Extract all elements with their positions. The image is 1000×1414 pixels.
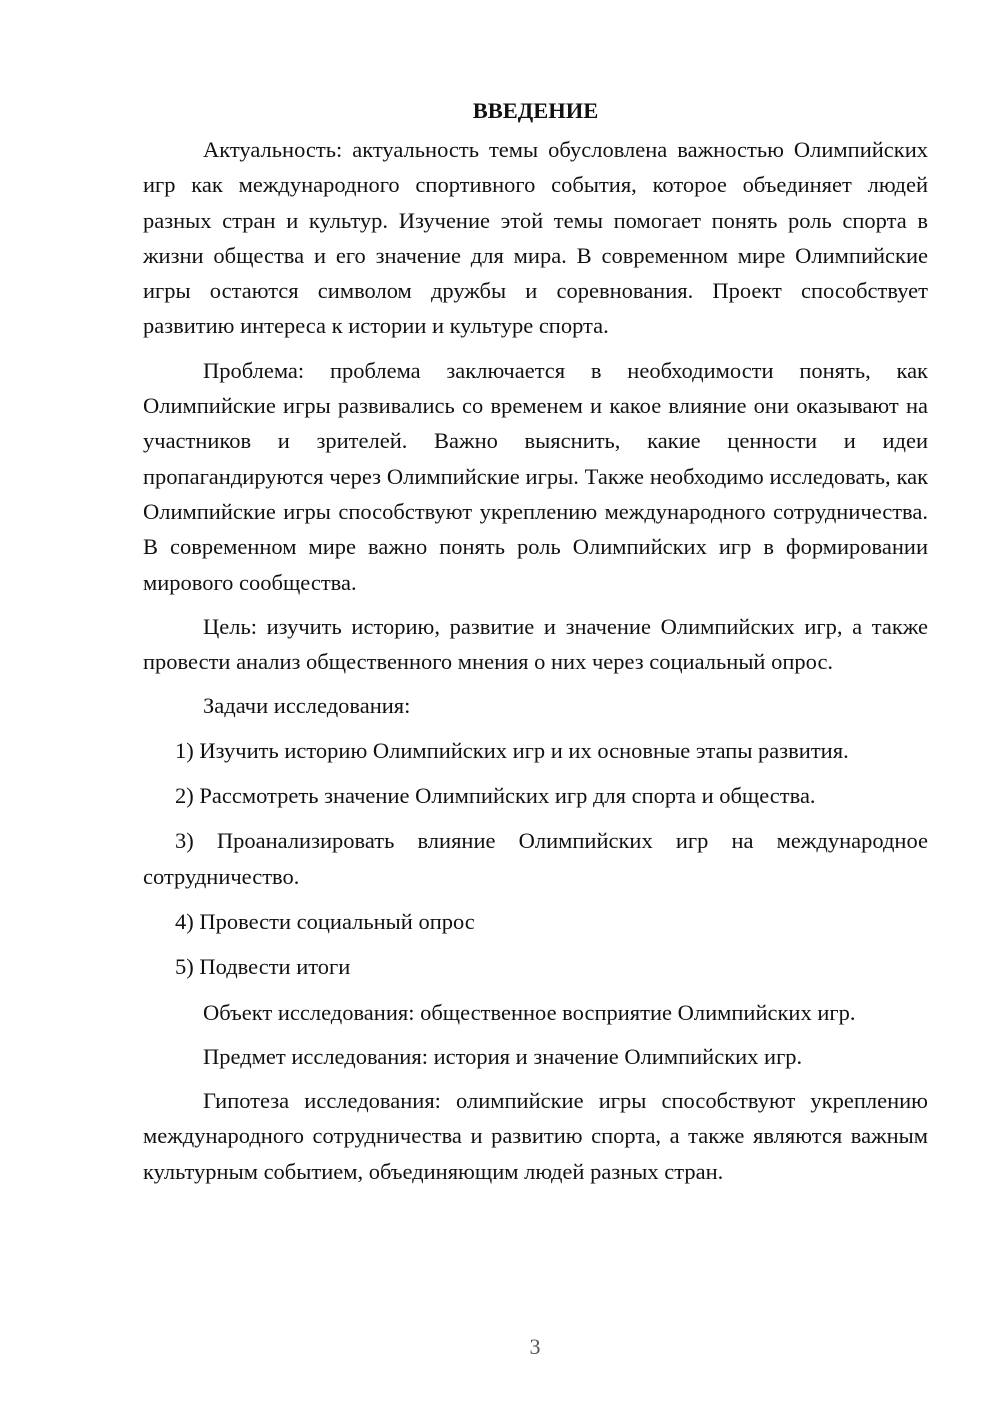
page-title: ВВЕДЕНИЕ — [472, 98, 599, 123]
task-item-5: 5) Подвести итоги — [175, 954, 351, 980]
task-item-2: 2) Рассмотреть значение Олимпийских игр для спорта и общества. — [175, 783, 816, 809]
relevance-paragraph: Актуальность: актуальность темы обусловлена важностью Олимпийских игр как международного спортивного события, которое объединяет людей разных стран и культур. Изучение этой темы помогает понять роль спорта в жизни общества и его значение для мира. В современном мире Олимпийские игры остаются символом дружбы и соревнования. Проект способствует развитию интереса к истории и культуре спорта. — [143, 137, 928, 339]
hypothesis-paragraph: Гипотеза исследования: олимпийские игры способствуют укреплению международного сотрудничества и развитию спорта, а также являются важным культурным событием, объединяющим людей разных стран. — [143, 1088, 928, 1184]
tasks-heading: Задачи исследования: — [203, 693, 411, 719]
task-item-3: 3) Проанализировать влияние Олимпийских игр на международное сотрудничество. — [143, 828, 928, 889]
page-number: 3 — [529, 1334, 541, 1359]
task-item-1: 1) Изучить историю Олимпийских игр и их основные этапы развития. — [175, 737, 849, 763]
research-subject-paragraph: Предмет исследования: история и значение Олимпийских игр. — [203, 1043, 803, 1069]
problem-paragraph: Проблема: проблема заключается в необходимости понять, как Олимпийские игры развивались со временем и какое влияние они оказывают на участников и зрителей. Важно выяснить, какие ценности и идеи пропагандируются через Олимпийские игры. Также необходимо исследовать, как Олимпийские игры способствуют укреплению международного сотрудничества. В современном мире важно понять роль Олимпийских игр в формировании мирового сообщества. — [143, 357, 928, 595]
research-object-paragraph: Объект исследования: общественное восприятие Олимпийских игр. — [203, 999, 856, 1025]
task-item-4: 4) Провести социальный опрос — [175, 908, 475, 934]
page-content — [143, 96, 928, 1198]
goal-paragraph: Цель: изучить историю, развитие и значение Олимпийских игр, а также провести анализ общественного мнения о них через социальный опрос. — [143, 613, 928, 675]
